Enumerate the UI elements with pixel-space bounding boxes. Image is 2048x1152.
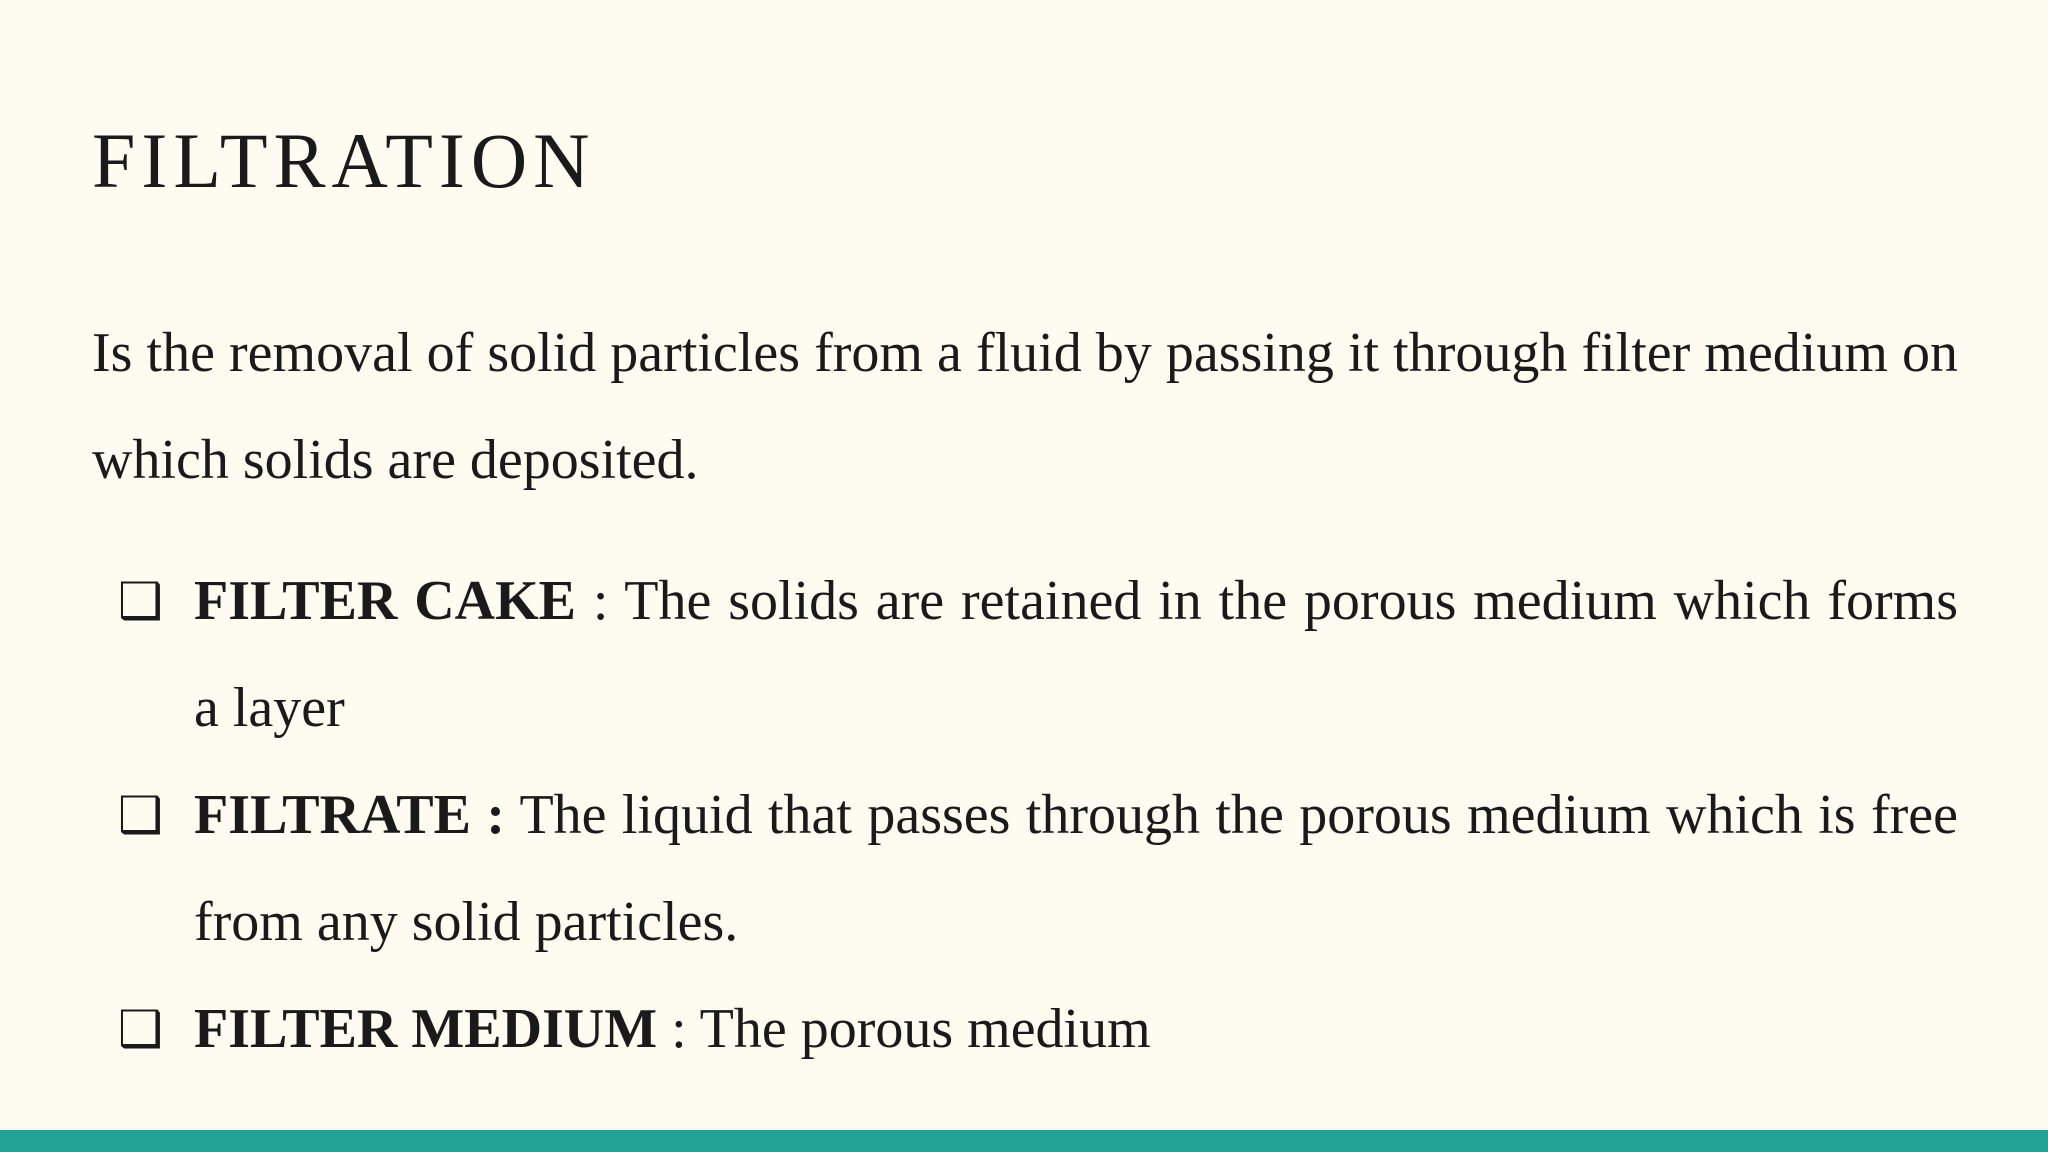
bullet-text: The liquid that passes through the porous medium which is free from any solid particles. [194, 784, 1959, 953]
intro-paragraph: Is the removal of solid particles from a fluid by passing it through filter medium on which solids are deposited. [92, 322, 1958, 491]
list-item [92, 548, 1958, 762]
accent-bar [0, 1130, 2048, 1152]
checkbox-icon: ❑ [118, 572, 163, 630]
bullet-separator [505, 784, 519, 846]
checkbox-icon: ❑ [118, 786, 163, 844]
slide-title: FILTRATION [92, 117, 596, 204]
bullet-separator: : [657, 998, 700, 1060]
bullet-text: The solids are retained in the porous medium which forms a layer [194, 570, 1958, 739]
bullet-term: FILTER MEDIUM [194, 998, 658, 1060]
bullet-text: The porous medium [699, 998, 1151, 1060]
list-item [92, 762, 1958, 976]
bullet-separator: : [576, 570, 625, 632]
bullet-term: FILTER CAKE [194, 570, 577, 632]
bullet-term: FILTRATE : [194, 784, 506, 846]
list-item [92, 976, 1958, 1083]
bullet-list [92, 548, 1958, 1083]
checkbox-icon: ❑ [118, 1000, 163, 1058]
